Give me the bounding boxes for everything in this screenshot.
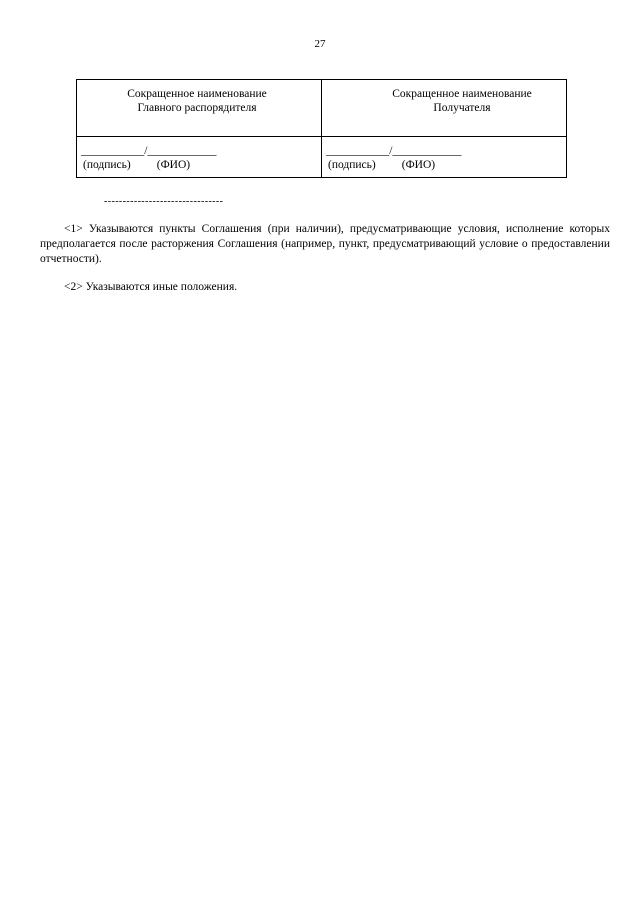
signature-table — [76, 79, 567, 178]
left-signature-cell — [77, 137, 322, 178]
footnote-separator: -------------------------------- — [104, 196, 224, 207]
left-header-cell — [77, 80, 322, 137]
right-header-line2: Получателя — [433, 102, 491, 114]
left-fio-label: (ФИО) — [156, 159, 191, 171]
left-signature-caption — [83, 158, 190, 172]
page-number: 27 — [314, 38, 326, 50]
right-fio-label: (ФИО) — [401, 159, 436, 171]
right-signature-line: ___________/____________ — [326, 145, 462, 157]
right-sign-label: (подпись) — [328, 159, 376, 171]
table-header-row — [77, 80, 567, 137]
right-signature-caption — [328, 158, 435, 172]
right-header-line1: Сокращенное наименование — [392, 88, 532, 100]
table-signature-row — [77, 137, 567, 178]
left-sign-label: (подпись) — [83, 159, 131, 171]
footnote-2: <2> Указываются иные положения. — [64, 281, 238, 293]
left-header-line2: Главного распорядителя — [137, 102, 257, 114]
left-header-line1: Сокращенное наименование — [127, 88, 267, 100]
footnote-1: <1> Указываются пункты Соглашения (при наличии), предусматривающие условия, исполнение которых предполагается после расторжения Соглашения (например, пункт, предусматривающий условие о предоставлении отчетности). — [40, 223, 610, 265]
right-header-cell — [322, 80, 567, 137]
left-signature-line: ___________/____________ — [81, 145, 217, 157]
right-signature-cell — [322, 137, 567, 178]
